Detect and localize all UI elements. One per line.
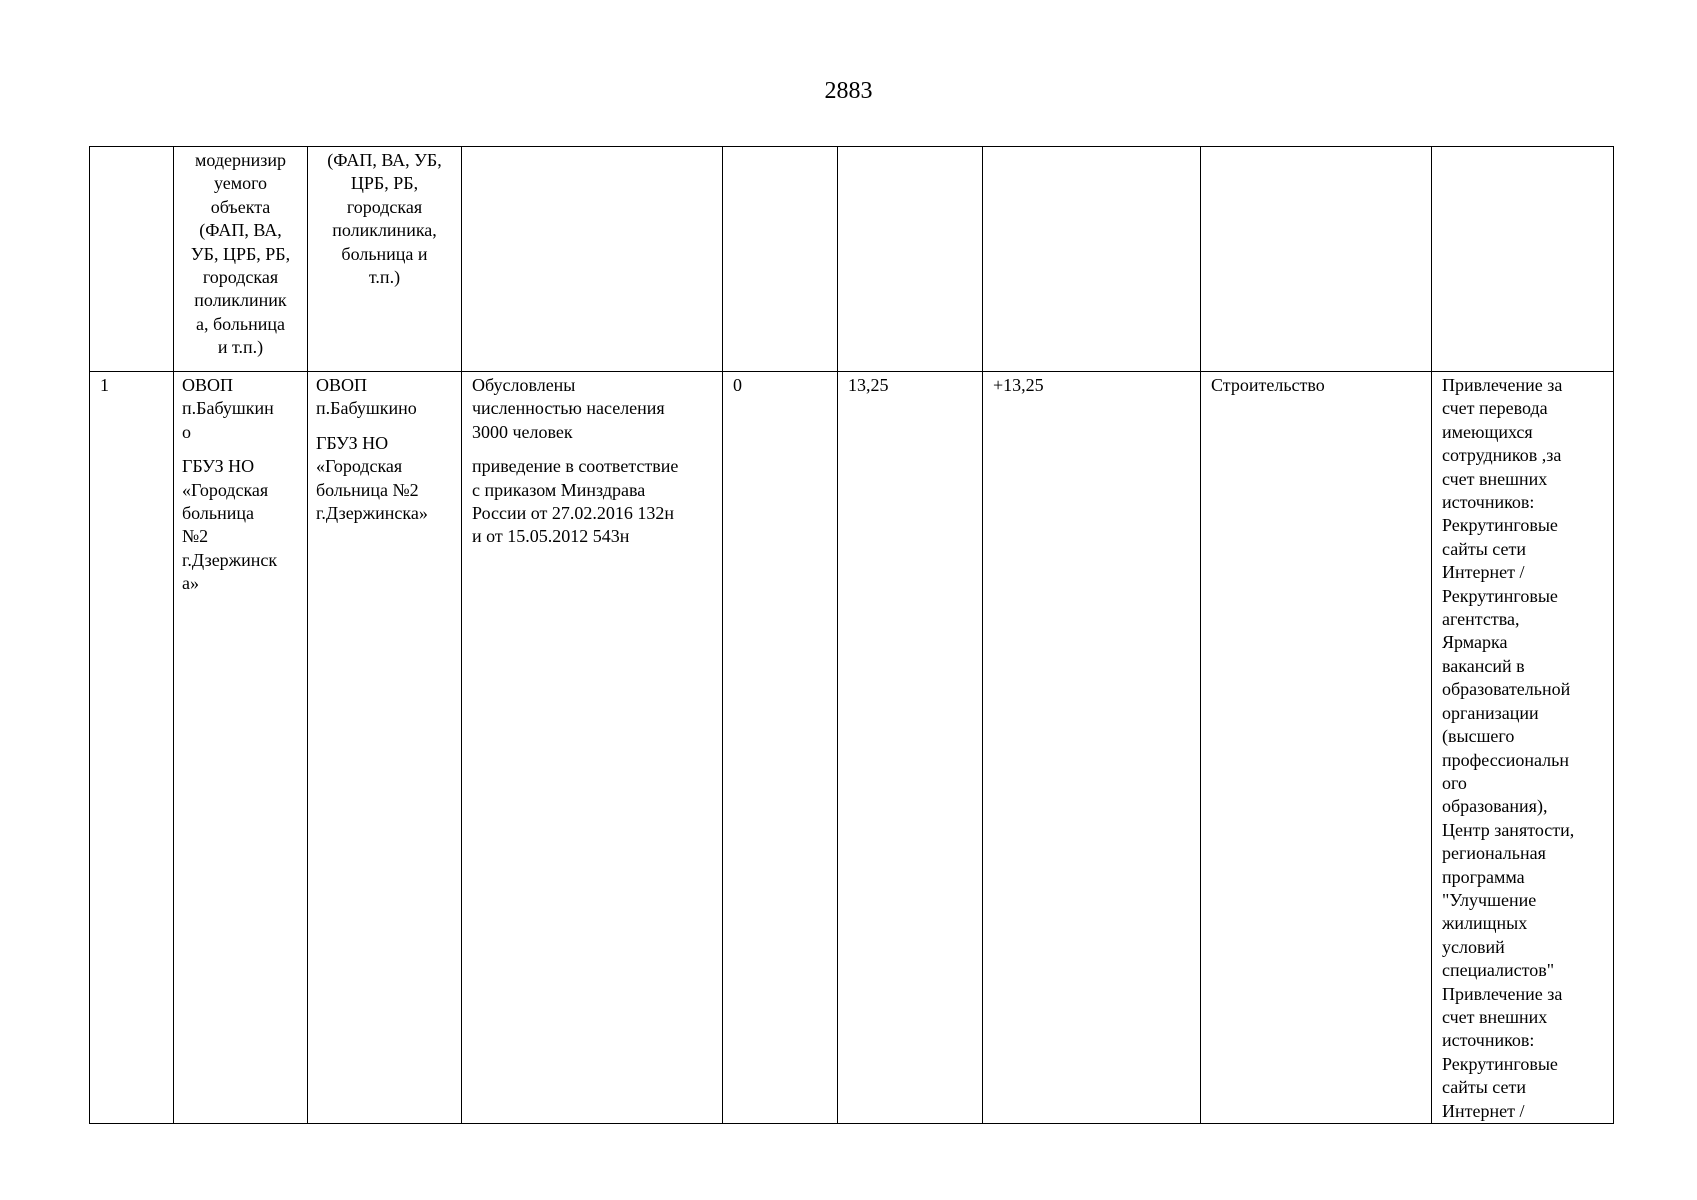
table-cell-empty	[983, 147, 1201, 372]
table-cell-current-object	[174, 372, 308, 1124]
table-cell-empty	[462, 147, 723, 372]
page-number: 2883	[824, 78, 873, 104]
table-cell-number	[90, 372, 174, 1124]
table-cell-object-type	[174, 147, 308, 372]
table-cell-current-value	[723, 372, 838, 1124]
table-cell-empty	[1201, 147, 1432, 372]
data-table	[89, 146, 1614, 1124]
table-cell-justification	[462, 372, 723, 1124]
table-cell-empty	[1432, 147, 1614, 372]
table-row	[90, 372, 1614, 1124]
table-cell-number	[90, 147, 174, 372]
planned-value: 13,25	[848, 375, 889, 395]
table-row-continuation	[90, 147, 1614, 372]
current-object-name: ОВОП п.Бабушкин о	[182, 375, 274, 442]
table-cell-change-value	[983, 372, 1201, 1124]
object-type-text: модернизир уемого объекта (ФАП, ВА, УБ, ЦРБ, РБ, городская поликлиник а, больница и т.п.)	[190, 150, 291, 358]
current-object-org: ГБУЗ НО «Городская больница №2 г.Дзержинск а»	[182, 456, 278, 594]
new-object-name: ОВОП п.Бабушкино	[316, 375, 417, 419]
table-cell-empty	[838, 147, 983, 372]
justification-population: Обусловлены численностью населения 3000 человек	[472, 375, 665, 442]
table-cell-object-type-new	[308, 147, 462, 372]
table-cell-empty	[723, 147, 838, 372]
justification-order: приведение в соответствие с приказом Минздрава России от 27.02.2016 132н и от 15.05.2012 543н	[472, 456, 679, 547]
table-cell-planned-value	[838, 372, 983, 1124]
row-number: 1	[100, 375, 109, 395]
table-cell-action	[1201, 372, 1432, 1124]
change-value: +13,25	[993, 375, 1044, 395]
current-value: 0	[733, 375, 742, 395]
table-cell-staffing	[1432, 372, 1614, 1124]
new-object-org: ГБУЗ НО «Городская больница №2 г.Дзержинска»	[316, 432, 428, 524]
action-text: Строительство	[1211, 375, 1325, 395]
table-cell-new-object	[308, 372, 462, 1124]
object-type-new-text: (ФАП, ВА, УБ, ЦРБ, РБ, городская поликлиника, больница и т.п.)	[327, 150, 442, 288]
staffing-text: Привлечение за счет перевода имеющихся сотрудников ,за счет внешних источников: Рекрутинговые сайты сети Интернет / Рекрутинговые агентства, Ярмарка вакансий в образовательной организации (высшего профессиональн ого образования), Центр занятости, региональная программа "Улучшение жилищных условий специалистов" Привлечение за счет внешних источников: Рекрутинговые сайты сети Интернет /	[1442, 375, 1575, 1121]
